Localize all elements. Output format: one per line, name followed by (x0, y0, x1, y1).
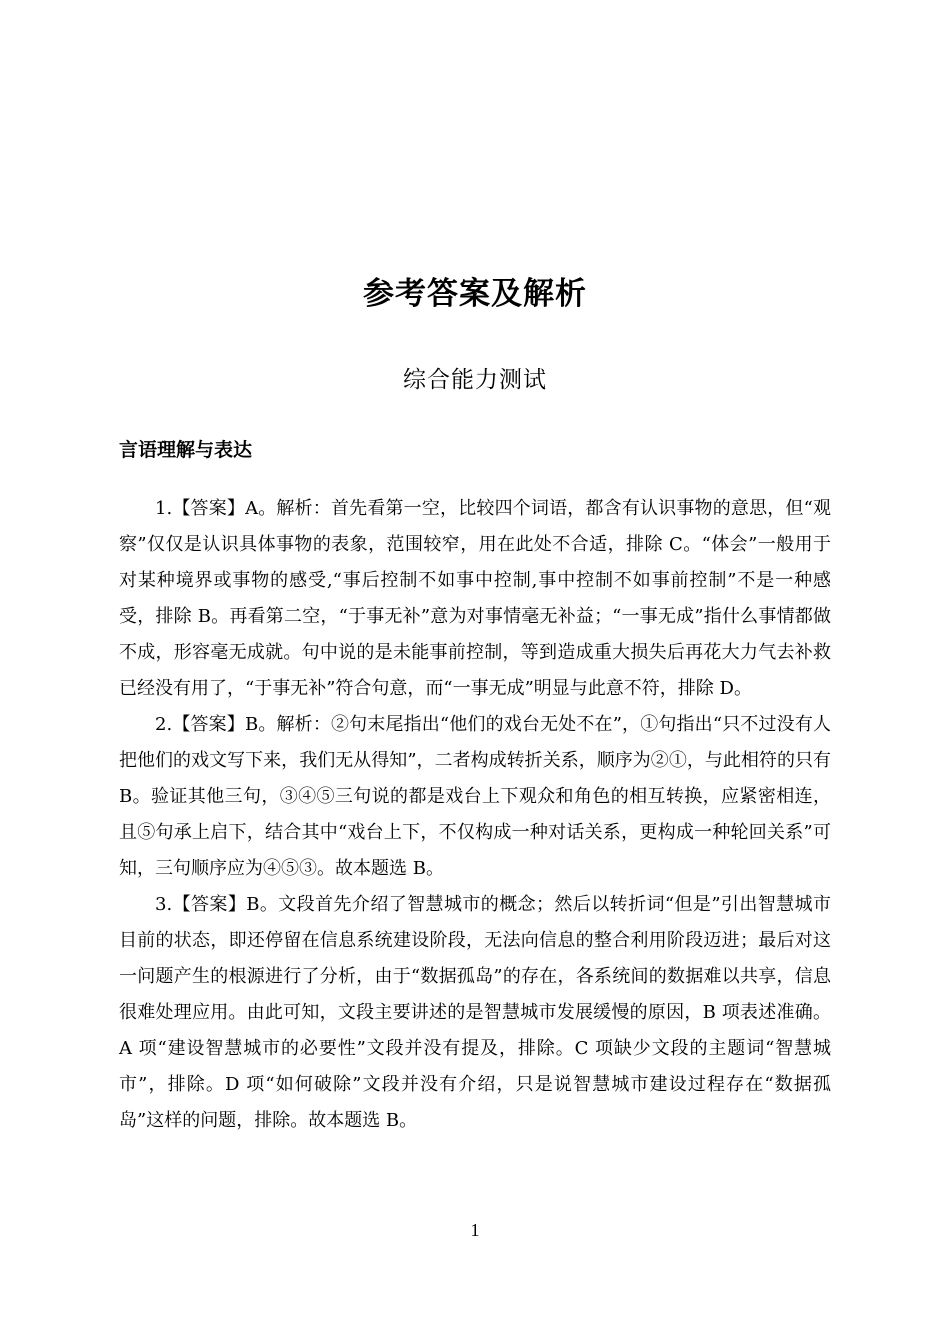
page-title: 参考答案及解析 (363, 276, 587, 312)
page-subtitle: 综合能力测试 (403, 367, 547, 393)
section-heading: 言语理解与表达 (119, 439, 253, 461)
answer-paragraph-1: 1.【答案】A。解析：首先看第一空，比较四个词语，都含有认识事物的意思，但“观察”仅仅是认识具体事物的表象，范围较窄，用在此处不合适，排除 C。“体会”一般用于对某种境界或事物的感受,“事后控制不如事中控制,事中控制不如事前控制”不是一种感受，排除 B。再看第二空，“于事无补”意为对事情毫无补益；“一事无成”指什么事情都做不成，形容毫无成就。句中说的是未能事前控制，等到造成重大损失后再花大力气去补救已经没有用了，“于事无补”符合句意，而“一事无成”明显与此意不符，排除 D。 (119, 498, 831, 699)
answer-paragraph-2: 2.【答案】B。解析：②句末尾指出“他们的戏台无处不在”，①句指出“只不过没有人把他们的戏文写下来，我们无从得知”，二者构成转折关系，顺序为②①，与此相符的只有 B。验证其他三句，③④⑤三句说的都是戏台上下观众和角色的相互转换，应紧密相连，且⑤句承上启下，结合其中“戏台上下，不仅构成一种对话关系，更构成一种轮回关系”可知，三句顺序应为④⑤③。故本题选 B。 (119, 714, 831, 879)
page-number: 1 (470, 1220, 480, 1240)
answer-body (119, 491, 831, 1139)
answer-paragraph-3: 3.【答案】B。文段首先介绍了智慧城市的概念；然后以转折词“但是”引出智慧城市目前的状态，即还停留在信息系统建设阶段，无法向信息的整合利用阶段迈进；最后对这一问题产生的根源进行了分析，由于“数据孤岛”的存在，各系统间的数据难以共享，信息很难处理应用。由此可知，文段主要讲述的是智慧城市发展缓慢的原因，B 项表述准确。A 项“建设智慧城市的必要性”文段并没有提及，排除。C 项缺少文段的主题词“智慧城市”，排除。D 项“如何破除”文段并没有介绍，只是说智慧城市建设过程存在“数据孤岛”这样的问题，排除。故本题选 B。 (119, 894, 831, 1131)
